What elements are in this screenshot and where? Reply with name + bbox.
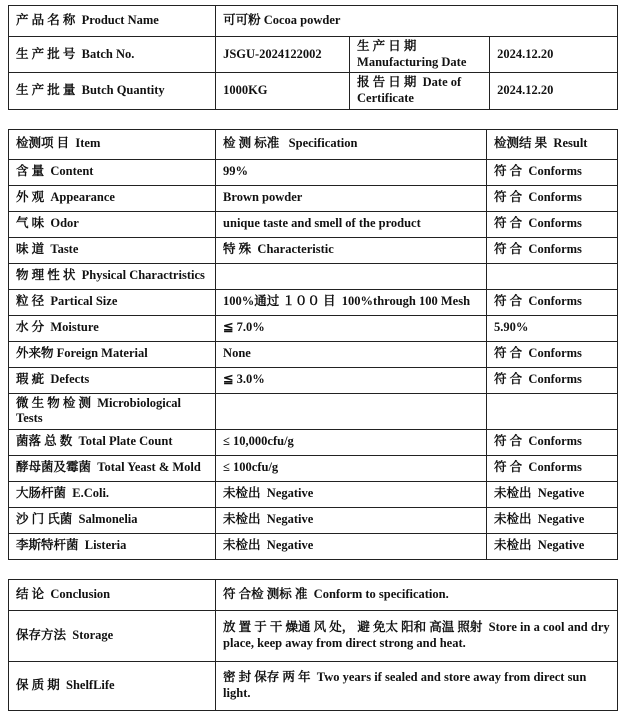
- test-result-cell: 符 合 Conforms: [487, 211, 618, 237]
- storage-label: 保存方法 Storage: [9, 610, 216, 661]
- test-item-cell: 含 量 Content: [9, 159, 216, 185]
- test-spec-cell: 未检出 Negative: [216, 481, 487, 507]
- storage-value: 放 置 于 干 燥通 风 处， 避 免太 阳和 高温 照射 Store in a cool and dry place, keep away from direct strong and heat.: [216, 610, 618, 661]
- summary-table: [8, 579, 618, 711]
- test-spec-cell: 特 殊 Characteristic: [216, 237, 487, 263]
- product-info-table: [8, 5, 618, 110]
- table-spacer: [8, 560, 618, 579]
- test-item-cell: 味 道 Taste: [9, 237, 216, 263]
- product-name-value: 可可粉 Cocoa powder: [216, 6, 618, 37]
- test-result-cell: 符 合 Conforms: [487, 455, 618, 481]
- test-result-cell: [487, 393, 618, 429]
- table-row: [9, 393, 618, 429]
- test-item-cell: 微 生 物 检 测 Microbiological Tests: [9, 393, 216, 429]
- table-row: [9, 481, 618, 507]
- table-row: [9, 289, 618, 315]
- test-result-cell: 符 合 Conforms: [487, 429, 618, 455]
- specification-header: 检 测 标准 Specification: [216, 129, 487, 159]
- table-row: [9, 37, 618, 73]
- test-result-cell: 符 合 Conforms: [487, 341, 618, 367]
- test-results-table: [8, 129, 618, 560]
- table-row: [9, 263, 618, 289]
- shelflife-label: 保 质 期 ShelfLife: [9, 661, 216, 710]
- test-result-cell: 未检出 Negative: [487, 481, 618, 507]
- item-header: 检测项 目 Item: [9, 129, 216, 159]
- table-row: [9, 315, 618, 341]
- test-spec-cell: [216, 263, 487, 289]
- table-row: [9, 6, 618, 37]
- table-row: [9, 367, 618, 393]
- test-item-cell: 外 观 Appearance: [9, 185, 216, 211]
- test-item-cell: 外来物 Foreign Material: [9, 341, 216, 367]
- test-item-cell: 气 味 Odor: [9, 211, 216, 237]
- table-row: [9, 533, 618, 559]
- test-spec-cell: ≤ 10,000cfu/g: [216, 429, 487, 455]
- batch-quantity-label: 生 产 批 量 Butch Quantity: [9, 73, 216, 109]
- table-row: [9, 610, 618, 661]
- table-spacer: [8, 110, 618, 129]
- test-result-cell: 符 合 Conforms: [487, 367, 618, 393]
- table-row: [9, 159, 618, 185]
- table-header-row: [9, 129, 618, 159]
- conclusion-label: 结 论 Conclusion: [9, 579, 216, 610]
- table-row: [9, 661, 618, 710]
- test-item-cell: 瑕 疵 Defects: [9, 367, 216, 393]
- table-row: [9, 211, 618, 237]
- test-spec-cell: 100%通过 １００ 目 100%through 100 Mesh: [216, 289, 487, 315]
- test-spec-cell: None: [216, 341, 487, 367]
- test-spec-cell: ≤ 100cfu/g: [216, 455, 487, 481]
- test-spec-cell: Brown powder: [216, 185, 487, 211]
- test-result-cell: 未检出 Negative: [487, 533, 618, 559]
- mfg-date-value: 2024.12.20: [490, 37, 618, 73]
- test-item-cell: 李斯特杆菌 Listeria: [9, 533, 216, 559]
- table-row: [9, 185, 618, 211]
- test-item-cell: 粒 径 Partical Size: [9, 289, 216, 315]
- test-result-cell: [487, 263, 618, 289]
- test-result-cell: 5.90%: [487, 315, 618, 341]
- batch-no-label: 生 产 批 号 Batch No.: [9, 37, 216, 73]
- test-result-cell: 符 合 Conforms: [487, 159, 618, 185]
- test-item-cell: 水 分 Moisture: [9, 315, 216, 341]
- batch-quantity-value: 1000KG: [216, 73, 350, 109]
- report-date-label: 报 告 日 期 Date of Certificate: [350, 73, 490, 109]
- test-result-cell: 符 合 Conforms: [487, 185, 618, 211]
- conclusion-value: 符 合检 测标 准 Conform to specification.: [216, 579, 618, 610]
- table-row: [9, 507, 618, 533]
- report-date-value: 2024.12.20: [490, 73, 618, 109]
- test-spec-cell: 99%: [216, 159, 487, 185]
- result-header: 检测结 果 Result: [487, 129, 618, 159]
- test-spec-cell: 未检出 Negative: [216, 533, 487, 559]
- test-result-cell: 符 合 Conforms: [487, 289, 618, 315]
- test-spec-cell: unique taste and smell of the product: [216, 211, 487, 237]
- test-result-cell: 符 合 Conforms: [487, 237, 618, 263]
- batch-no-value: JSGU-2024122002: [216, 37, 350, 73]
- table-row: [9, 341, 618, 367]
- table-row: [9, 579, 618, 610]
- test-item-cell: 酵母菌及霉菌 Total Yeast & Mold: [9, 455, 216, 481]
- table-row: [9, 73, 618, 109]
- mfg-date-label: 生 产 日 期 Manufacturing Date: [350, 37, 490, 73]
- test-item-cell: 物 理 性 状 Physical Charactristics: [9, 263, 216, 289]
- shelflife-value: 密 封 保存 两 年 Two years if sealed and store away from direct sun light.: [216, 661, 618, 710]
- table-row: [9, 455, 618, 481]
- table-row: [9, 429, 618, 455]
- test-spec-cell: ≦ 7.0%: [216, 315, 487, 341]
- test-item-cell: 大肠杆菌 E.Coli.: [9, 481, 216, 507]
- test-spec-cell: ≦ 3.0%: [216, 367, 487, 393]
- table-row: [9, 237, 618, 263]
- test-result-cell: 未检出 Negative: [487, 507, 618, 533]
- test-item-cell: 菌落 总 数 Total Plate Count: [9, 429, 216, 455]
- test-spec-cell: [216, 393, 487, 429]
- test-item-cell: 沙 门 氏菌 Salmonelia: [9, 507, 216, 533]
- product-name-label: 产 品 名 称 Product Name: [9, 6, 216, 37]
- test-spec-cell: 未检出 Negative: [216, 507, 487, 533]
